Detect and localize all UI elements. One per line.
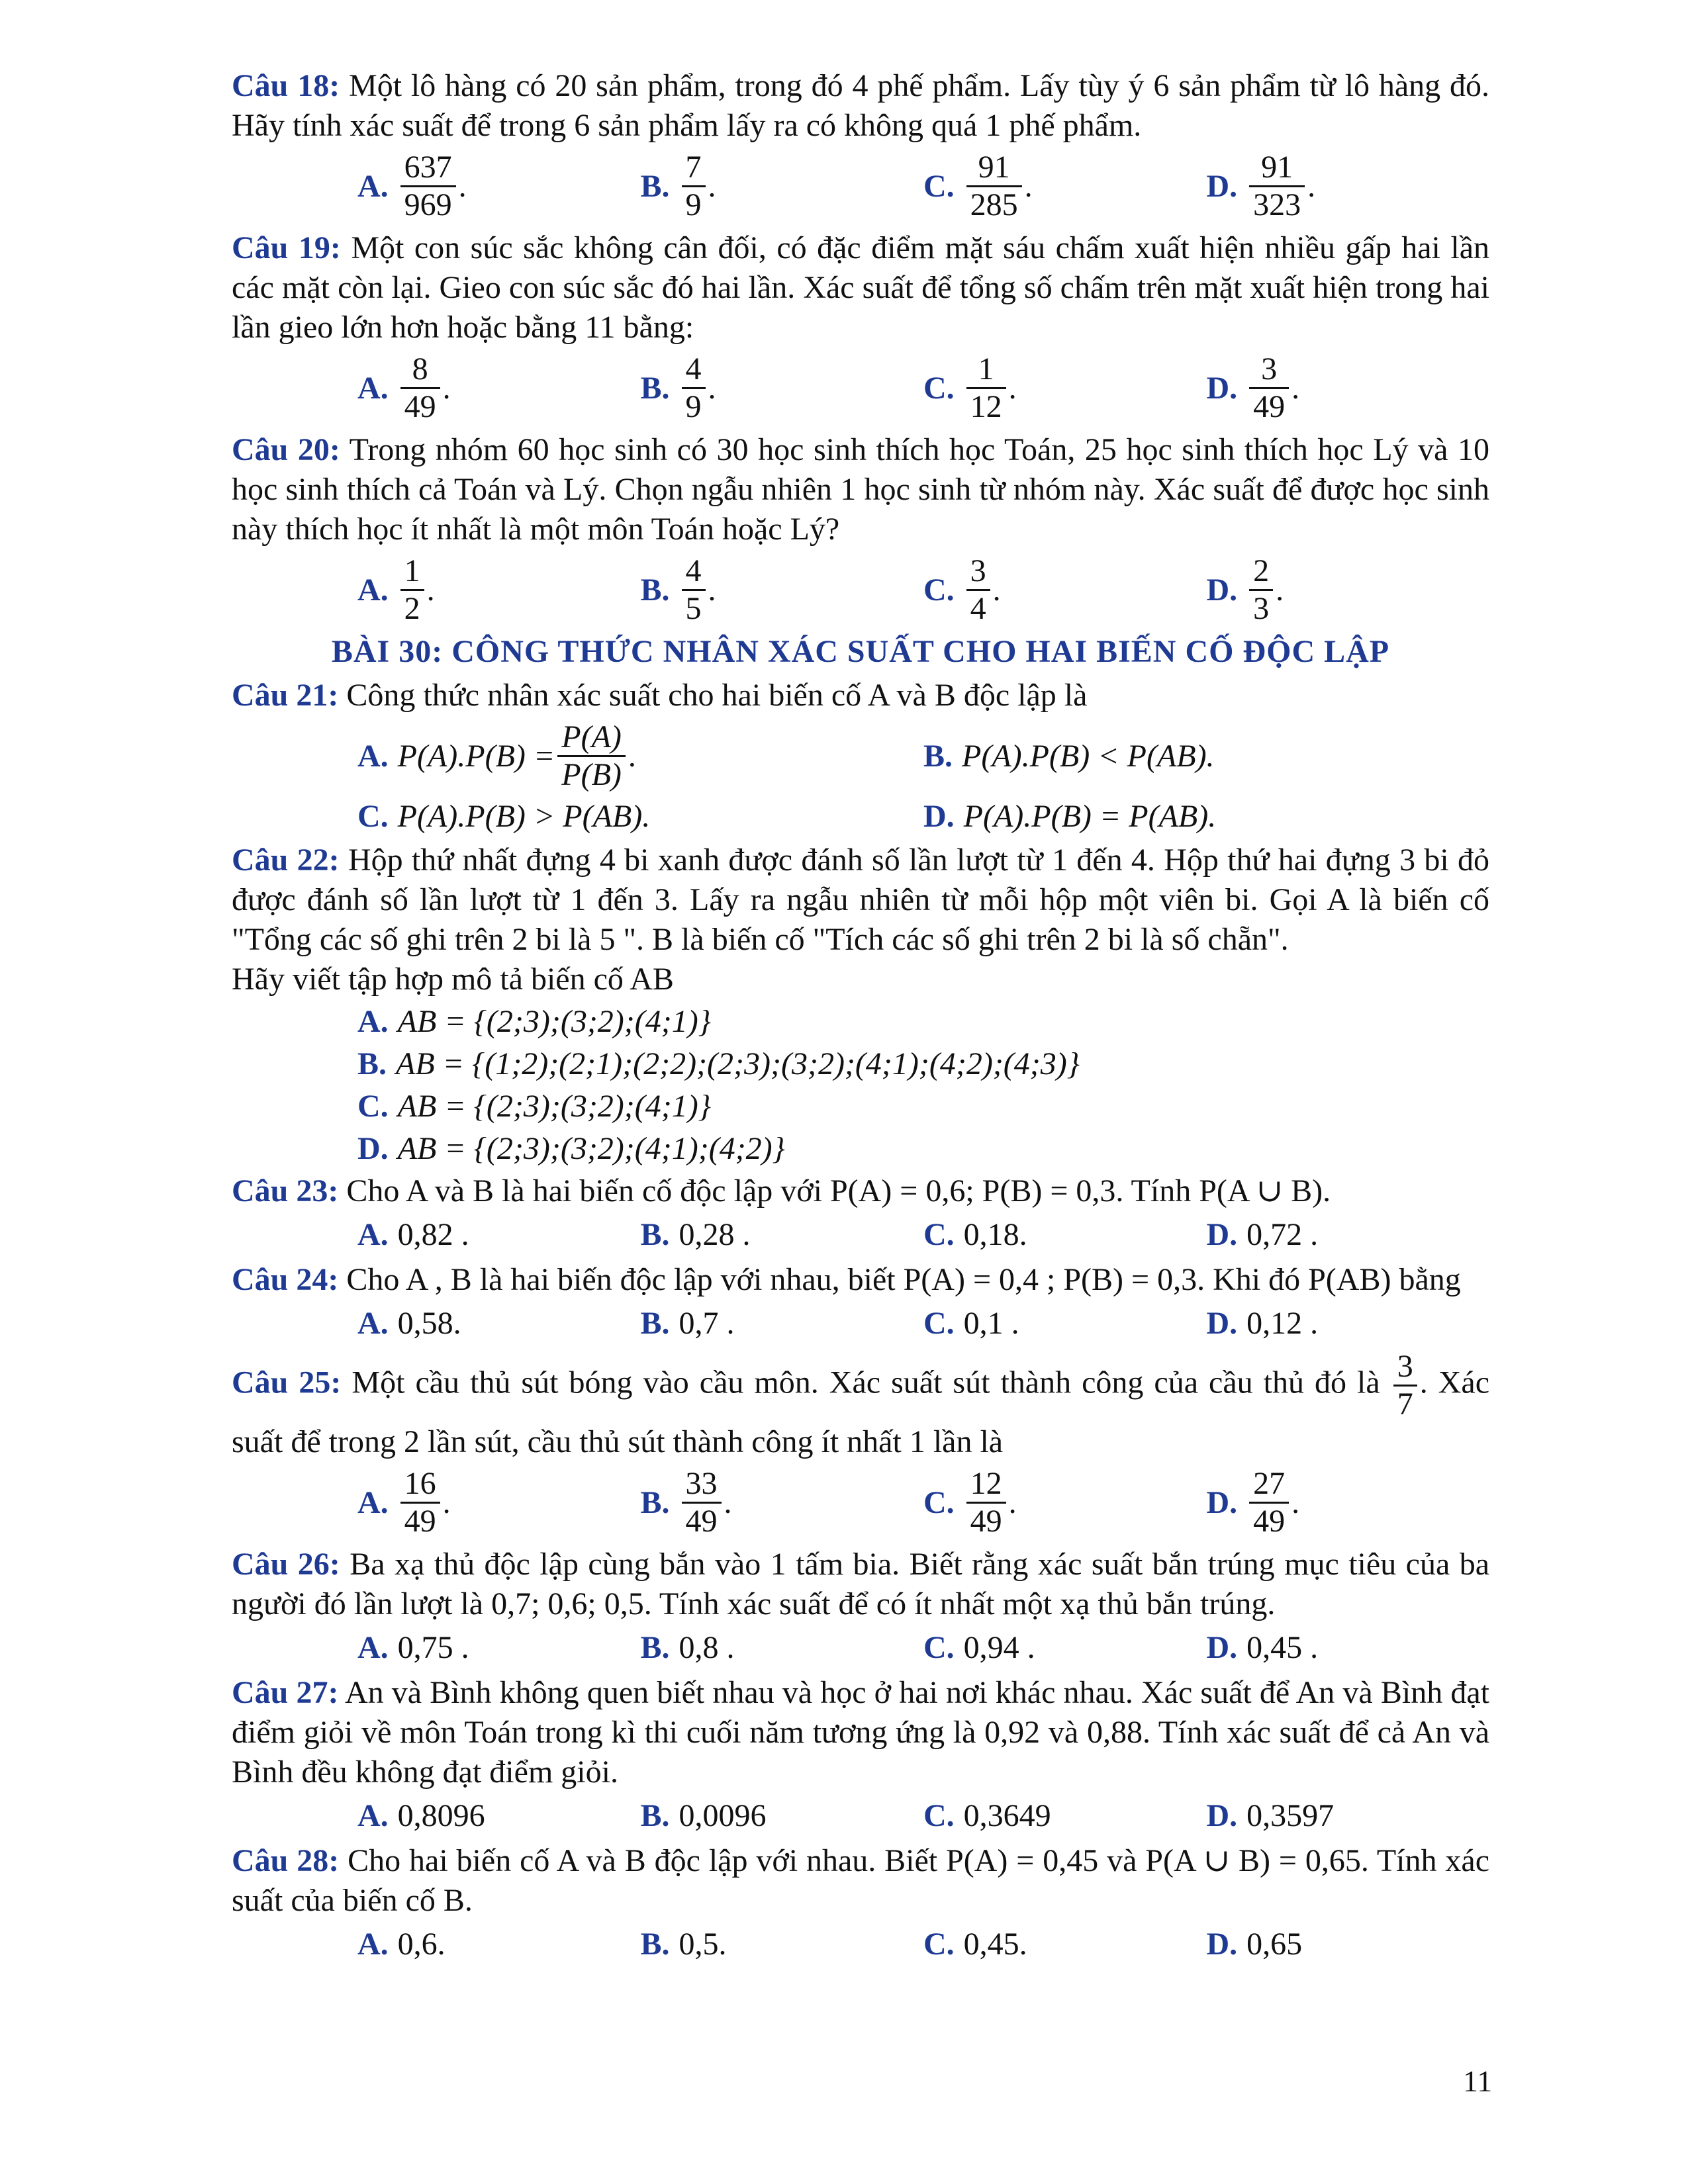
question-18 [232,66,1489,146]
numerator: 16 [404,1466,436,1501]
option-b[interactable] [641,1925,924,1964]
numerator: 1 [404,553,420,588]
option-text: 0,58. [397,1306,461,1341]
option-text: 0,45 . [1246,1630,1319,1665]
option-text: 0,1 . [963,1306,1019,1341]
question-text: An và Bình không quen biết nhau và học ở hai nơi khác nhau. Xác suất để An và Bình đạt điểm giỏi về môn Toán trong kì thi cuối năm tương ứng là 0,92 và 0,88. Tính xác suất để cả An và Bình đều không đạt điểm giỏi. [232,1675,1489,1790]
option-d[interactable]: D. $\frac{91}{323}$ . [1206,150,1316,222]
option-letter: A. [357,738,389,774]
question-text: Cho A , B là hai biến độc lập với nhau, biết P(A) = 0,4 ; P(B) = 0,3. Khi đó P(AB) bằng [346,1262,1461,1297]
option-text: 0,8096 [397,1798,485,1833]
fraction [966,150,1022,223]
option-text: 0,12 . [1246,1306,1319,1341]
option-b[interactable]: B. $\frac{7}{9}$ . [640,150,716,222]
options-26 [232,1628,1489,1668]
denominator: 5 [682,589,706,627]
option-letter: B. [640,168,670,204]
option-letter: A. [357,168,389,204]
option-text: 0,18. [963,1217,1027,1252]
options-19 [232,351,1489,425]
option-letter: C. [923,1484,955,1520]
fraction [1249,1466,1289,1539]
denominator: 7 [1393,1385,1417,1422]
denominator: 9 [682,185,706,223]
options-21-row2 [232,797,1489,837]
option-text: 0,28 . [679,1217,751,1252]
options-23 [232,1215,1489,1255]
option-letter: A. [357,1217,389,1252]
option-text: AB = {(1;2);(2;1);(2;2);(2;3);(3;2);(4;1);(4;2);(4;3)} [396,1046,1080,1081]
fraction [400,150,456,223]
option-letter: B. [357,1046,387,1081]
option-letter: C. [923,370,955,406]
denominator: 285 [966,185,1022,223]
option-text: 0,65 [1246,1927,1303,1962]
fraction [557,719,626,793]
option-letter: D. [357,1131,389,1166]
denominator: 49 [966,1502,1006,1539]
numerator: 3 [1261,351,1278,387]
fraction [682,1466,722,1539]
option-letter: D. [1206,1484,1238,1520]
options-28 [232,1925,1489,1964]
option-b[interactable]: B. $\frac{33}{49}$ . [640,1466,732,1539]
option-letter: C. [923,1217,955,1252]
option-letter: B. [640,1630,670,1665]
option-letter: C. [923,1798,955,1833]
numerator: 91 [1261,150,1293,185]
option-d[interactable] [1207,1925,1490,1964]
option-text: 0,45. [963,1927,1027,1962]
numerator: 33 [685,1466,718,1501]
option-c[interactable] [923,1215,1207,1255]
option-d[interactable]: D. $\frac{27}{49}$ . [1206,1466,1300,1539]
option-letter: C. [357,1089,389,1124]
option-a[interactable]: A. $\frac{637}{969}$ . [357,150,467,222]
option-text: 0,3649 [963,1798,1051,1833]
option-d[interactable]: D. $\frac{3}{49}$ . [1206,351,1300,424]
option-letter: B. [640,1306,670,1341]
option-letter: B. [640,1798,670,1833]
option-b[interactable] [923,737,1489,776]
option-a[interactable] [357,1925,641,1964]
option-a[interactable] [357,1628,641,1668]
question-label: Câu 26: [232,1547,340,1582]
options-24 [232,1304,1489,1343]
question-label: Câu 24: [232,1262,339,1297]
question-text: Một con súc sắc không cân đối, có đặc điểm mặt sáu chấm xuất hiện nhiều gấp hai lần các mặt còn lại. Gieo con súc sắc đó hai lần. Xác suất để tổng số chấm trên mặt xuất hiện trong hai lần gieo lớn hơn hoặc bằng 11 bằng: [232,230,1490,345]
fraction [966,351,1006,425]
numerator: 2 [1253,553,1270,588]
denominator: 49 [1249,387,1289,425]
option-b[interactable]: B. $\frac{4}{5}$ . [640,553,716,626]
option-letter: D. [1206,1927,1238,1962]
option-d[interactable] [232,1129,1489,1169]
question-label: Câu 25: [232,1365,342,1400]
numerator: 91 [978,150,1010,185]
option-letter: A. [357,1630,389,1665]
section-heading: BÀI 30: CÔNG THỨC NHÂN XÁC SUẤT CHO HAI BIẾN CỐ ĐỘC LẬP [331,634,1390,669]
question-label: Câu 19: [232,230,341,265]
option-c[interactable] [232,1087,1489,1126]
page-number: 11 [1463,2064,1493,2098]
question-label: Câu 20: [232,432,340,467]
fraction [400,553,424,627]
option-c[interactable] [923,1925,1207,1964]
option-letter: A. [357,1927,389,1962]
question-text: Ba xạ thủ độc lập cùng bắn vào 1 tấm bia. Biết rằng xác suất bắn trúng mục tiêu của ba người đó lần lượt là 0,7; 0,6; 0,5. Tính xác suất để có ít nhất một xạ thủ bắn trúng. [232,1547,1490,1621]
fraction [1249,351,1289,425]
question-text: Một lô hàng có 20 sản phẩm, trong đó 4 phế phẩm. Lấy tùy ý 6 sản phẩm từ lô hàng đó. Hãy tính xác suất để trong 6 sản phẩm lấy ra có không quá 1 phế phẩm. [232,68,1490,143]
question-label: Câu 27: [232,1675,339,1710]
options-20 [232,553,1489,627]
option-d[interactable]: D. $\frac{2}{3}$ . [1206,553,1284,626]
question-text-continued: . Xác suất để trong 2 lần sút, cầu thủ sút thành công ít nhất 1 lần là [232,1365,1490,1459]
option-letter: A. [357,370,389,406]
numerator: 8 [412,351,428,387]
question-label: Câu 28: [232,1843,340,1878]
option-b[interactable] [641,1215,924,1255]
option-b[interactable] [641,1304,924,1343]
option-text: AB = {(2;3);(3;2);(4;1)} [397,1004,711,1039]
numerator: 7 [685,150,702,185]
option-letter: C. [923,1927,955,1962]
option-letter: B. [640,1484,670,1520]
option-letter: C. [923,168,955,204]
option-letter: B. [640,1217,670,1252]
option-letter: A. [357,1484,389,1520]
option-text: 0,72 . [1246,1217,1319,1252]
question-label: Câu 21: [232,678,339,713]
option-letter: D. [1206,1798,1238,1833]
option-text: 0,3597 [1246,1798,1335,1833]
options-18 [232,150,1489,223]
options-25 [232,1466,1489,1539]
option-d[interactable] [923,797,1489,837]
question-28 [232,1841,1489,1921]
fraction [682,150,706,223]
numerator: 4 [685,553,702,588]
question-label: Câu 22: [232,842,340,878]
question-text: Trong nhóm 60 học sinh có 30 học sinh thích học Toán, 25 học sinh thích học Lý và 10 học sinh thích cả Toán và Lý. Chọn ngẫu nhiên 1 học sinh từ nhóm này. Xác suất để được học sinh này thích học ít nhất là một môn Toán hoặc Lý? [232,432,1490,547]
numerator: 1 [978,351,994,387]
option-a[interactable]: A. $\frac{1}{2}$ . [357,553,435,626]
option-letter: A. [357,1798,389,1833]
denominator: 49 [1249,1502,1289,1539]
option-letter: A. [357,1306,389,1341]
fraction [1249,553,1273,627]
option-text: 0,7 . [679,1306,735,1341]
option-c[interactable] [923,1796,1207,1836]
question-20 [232,430,1489,549]
option-a[interactable]: A. $\frac{16}{49}$ . [357,1466,451,1539]
question-27 [232,1673,1489,1792]
option-letter: D. [1206,1306,1238,1341]
option-letter: D. [1206,370,1238,406]
question-22 [232,841,1489,960]
question-24 [232,1260,1489,1300]
option-a[interactable] [357,1796,641,1836]
denominator: P(B) [557,755,626,793]
option-d[interactable] [1207,1304,1490,1343]
fraction [1393,1349,1417,1422]
fraction [966,1466,1006,1539]
option-letter: A. [357,1004,389,1039]
option-a[interactable] [232,1002,1489,1042]
option-text: 0,8 . [679,1630,735,1665]
option-text: P(A).P(B) < P(AB). [962,738,1215,774]
formula-lhs: P(A).P(B) = [397,738,555,774]
option-letter: A. [357,572,389,608]
option-letter: C. [923,1630,955,1665]
denominator: 49 [682,1502,722,1539]
fraction [682,351,706,425]
option-text: AB = {(2;3);(3;2);(4;1)} [397,1089,711,1124]
option-b[interactable] [232,1044,1489,1084]
question-22-prompt: Hãy viết tập hợp mô tả biến cố AB [232,962,674,997]
option-letter: C. [923,572,955,608]
option-b[interactable] [641,1628,924,1668]
question-25 [232,1349,1489,1462]
numerator: 4 [685,351,702,387]
question-text: Hộp thứ nhất đựng 4 bi xanh được đánh số lần lượt từ 1 đến 4. Hộp thứ hai đựng 3 bi đỏ được đánh số lần lượt từ 1 đến 3. Lấy ra ngẫu nhiên từ mỗi hộp một viên bi. Gọi A là biến cố "Tổng các số ghi trên 2 bi là 5 ". B là biến cố "Tích các số ghi trên 2 bi là số chẵn". [232,842,1490,957]
option-text: 0,75 . [397,1630,469,1665]
option-text: P(A).P(B) = P(AB). [963,799,1217,834]
denominator: 3 [1249,589,1273,627]
question-text: Cho A và B là hai biến cố độc lập với P(A) = 0,6; P(B) = 0,3. Tính P(A ∪ B). [346,1173,1331,1208]
question-text: Công thức nhân xác suất cho hai biến cố A và B độc lập là [346,678,1088,713]
denominator: 969 [400,185,456,223]
option-letter: D. [923,799,955,834]
denominator: 12 [966,387,1006,425]
fraction [1249,150,1305,223]
option-letter: B. [640,370,670,406]
option-letter: B. [923,738,953,774]
option-text: 0,5. [679,1927,727,1962]
fraction [966,553,990,627]
option-a[interactable]: A. P(A).P(B) = $\frac{P(A)}{P(B)}$ . [357,719,636,792]
numerator: 3 [1397,1349,1413,1384]
worksheet-page [232,66,1489,1970]
option-c[interactable]: C. $\frac{1}{12}$ . [923,351,1017,424]
option-d[interactable] [1207,1796,1490,1836]
option-letter: D. [1206,168,1238,204]
option-letter: C. [923,1306,955,1341]
option-letter: B. [640,1927,670,1962]
option-letter: D. [1206,1217,1238,1252]
question-text: Cho hai biến cố A và B độc lập với nhau. Biết P(A) = 0,45 và P(A ∪ B) = 0,65. Tính xác suất của biến cố B. [232,1843,1489,1918]
numerator: 12 [970,1466,1002,1501]
option-b[interactable]: B. $\frac{4}{9}$ . [640,351,716,424]
option-c[interactable]: C. $\frac{3}{4}$ . [923,553,1001,626]
denominator: 323 [1249,185,1305,223]
option-letter: B. [640,572,670,608]
option-d[interactable] [1207,1628,1490,1668]
option-text: AB = {(2;3);(3;2);(4;1);(4;2)} [397,1131,785,1166]
numerator: 637 [404,150,452,185]
option-a[interactable]: A. $\frac{8}{49}$ . [357,351,451,424]
numerator: 27 [1253,1466,1286,1501]
denominator: 9 [682,387,706,425]
option-c[interactable]: C. $\frac{91}{285}$ . [923,150,1033,222]
numerator: P(A) [561,719,622,754]
option-c[interactable] [923,1628,1207,1668]
option-letter: D. [1206,572,1238,608]
question-label: Câu 18: [232,68,340,103]
option-d[interactable] [1207,1215,1490,1255]
option-c[interactable] [357,797,923,837]
question-23 [232,1171,1489,1211]
option-text: 0,6. [397,1927,445,1962]
question-text: Một cầu thủ sút bóng vào cầu môn. Xác suất sút thành công của cầu thủ đó là [352,1365,1380,1400]
question-19 [232,228,1489,347]
question-21 [232,676,1489,715]
option-b[interactable] [641,1796,924,1836]
options-27 [232,1796,1489,1836]
option-letter: C. [357,799,389,834]
denominator: 4 [966,589,990,627]
question-26 [232,1545,1489,1624]
option-text: 0,82 . [397,1217,469,1252]
denominator: 49 [400,387,440,425]
numerator: 3 [970,553,986,588]
fraction [682,553,706,627]
option-text: P(A).P(B) > P(AB). [397,799,651,834]
option-text: 0,94 . [963,1630,1035,1665]
option-c[interactable] [923,1304,1207,1343]
option-c[interactable]: C. $\frac{12}{49}$ . [923,1466,1017,1539]
question-label: Câu 23: [232,1173,339,1208]
denominator: 49 [400,1502,440,1539]
option-a[interactable] [357,1215,641,1255]
option-a[interactable] [357,1304,641,1343]
denominator: 2 [400,589,424,627]
fraction [400,351,440,425]
fraction [400,1466,440,1539]
option-letter: D. [1206,1630,1238,1665]
options-21-row1 [232,719,1489,793]
option-text: 0,0096 [679,1798,767,1833]
